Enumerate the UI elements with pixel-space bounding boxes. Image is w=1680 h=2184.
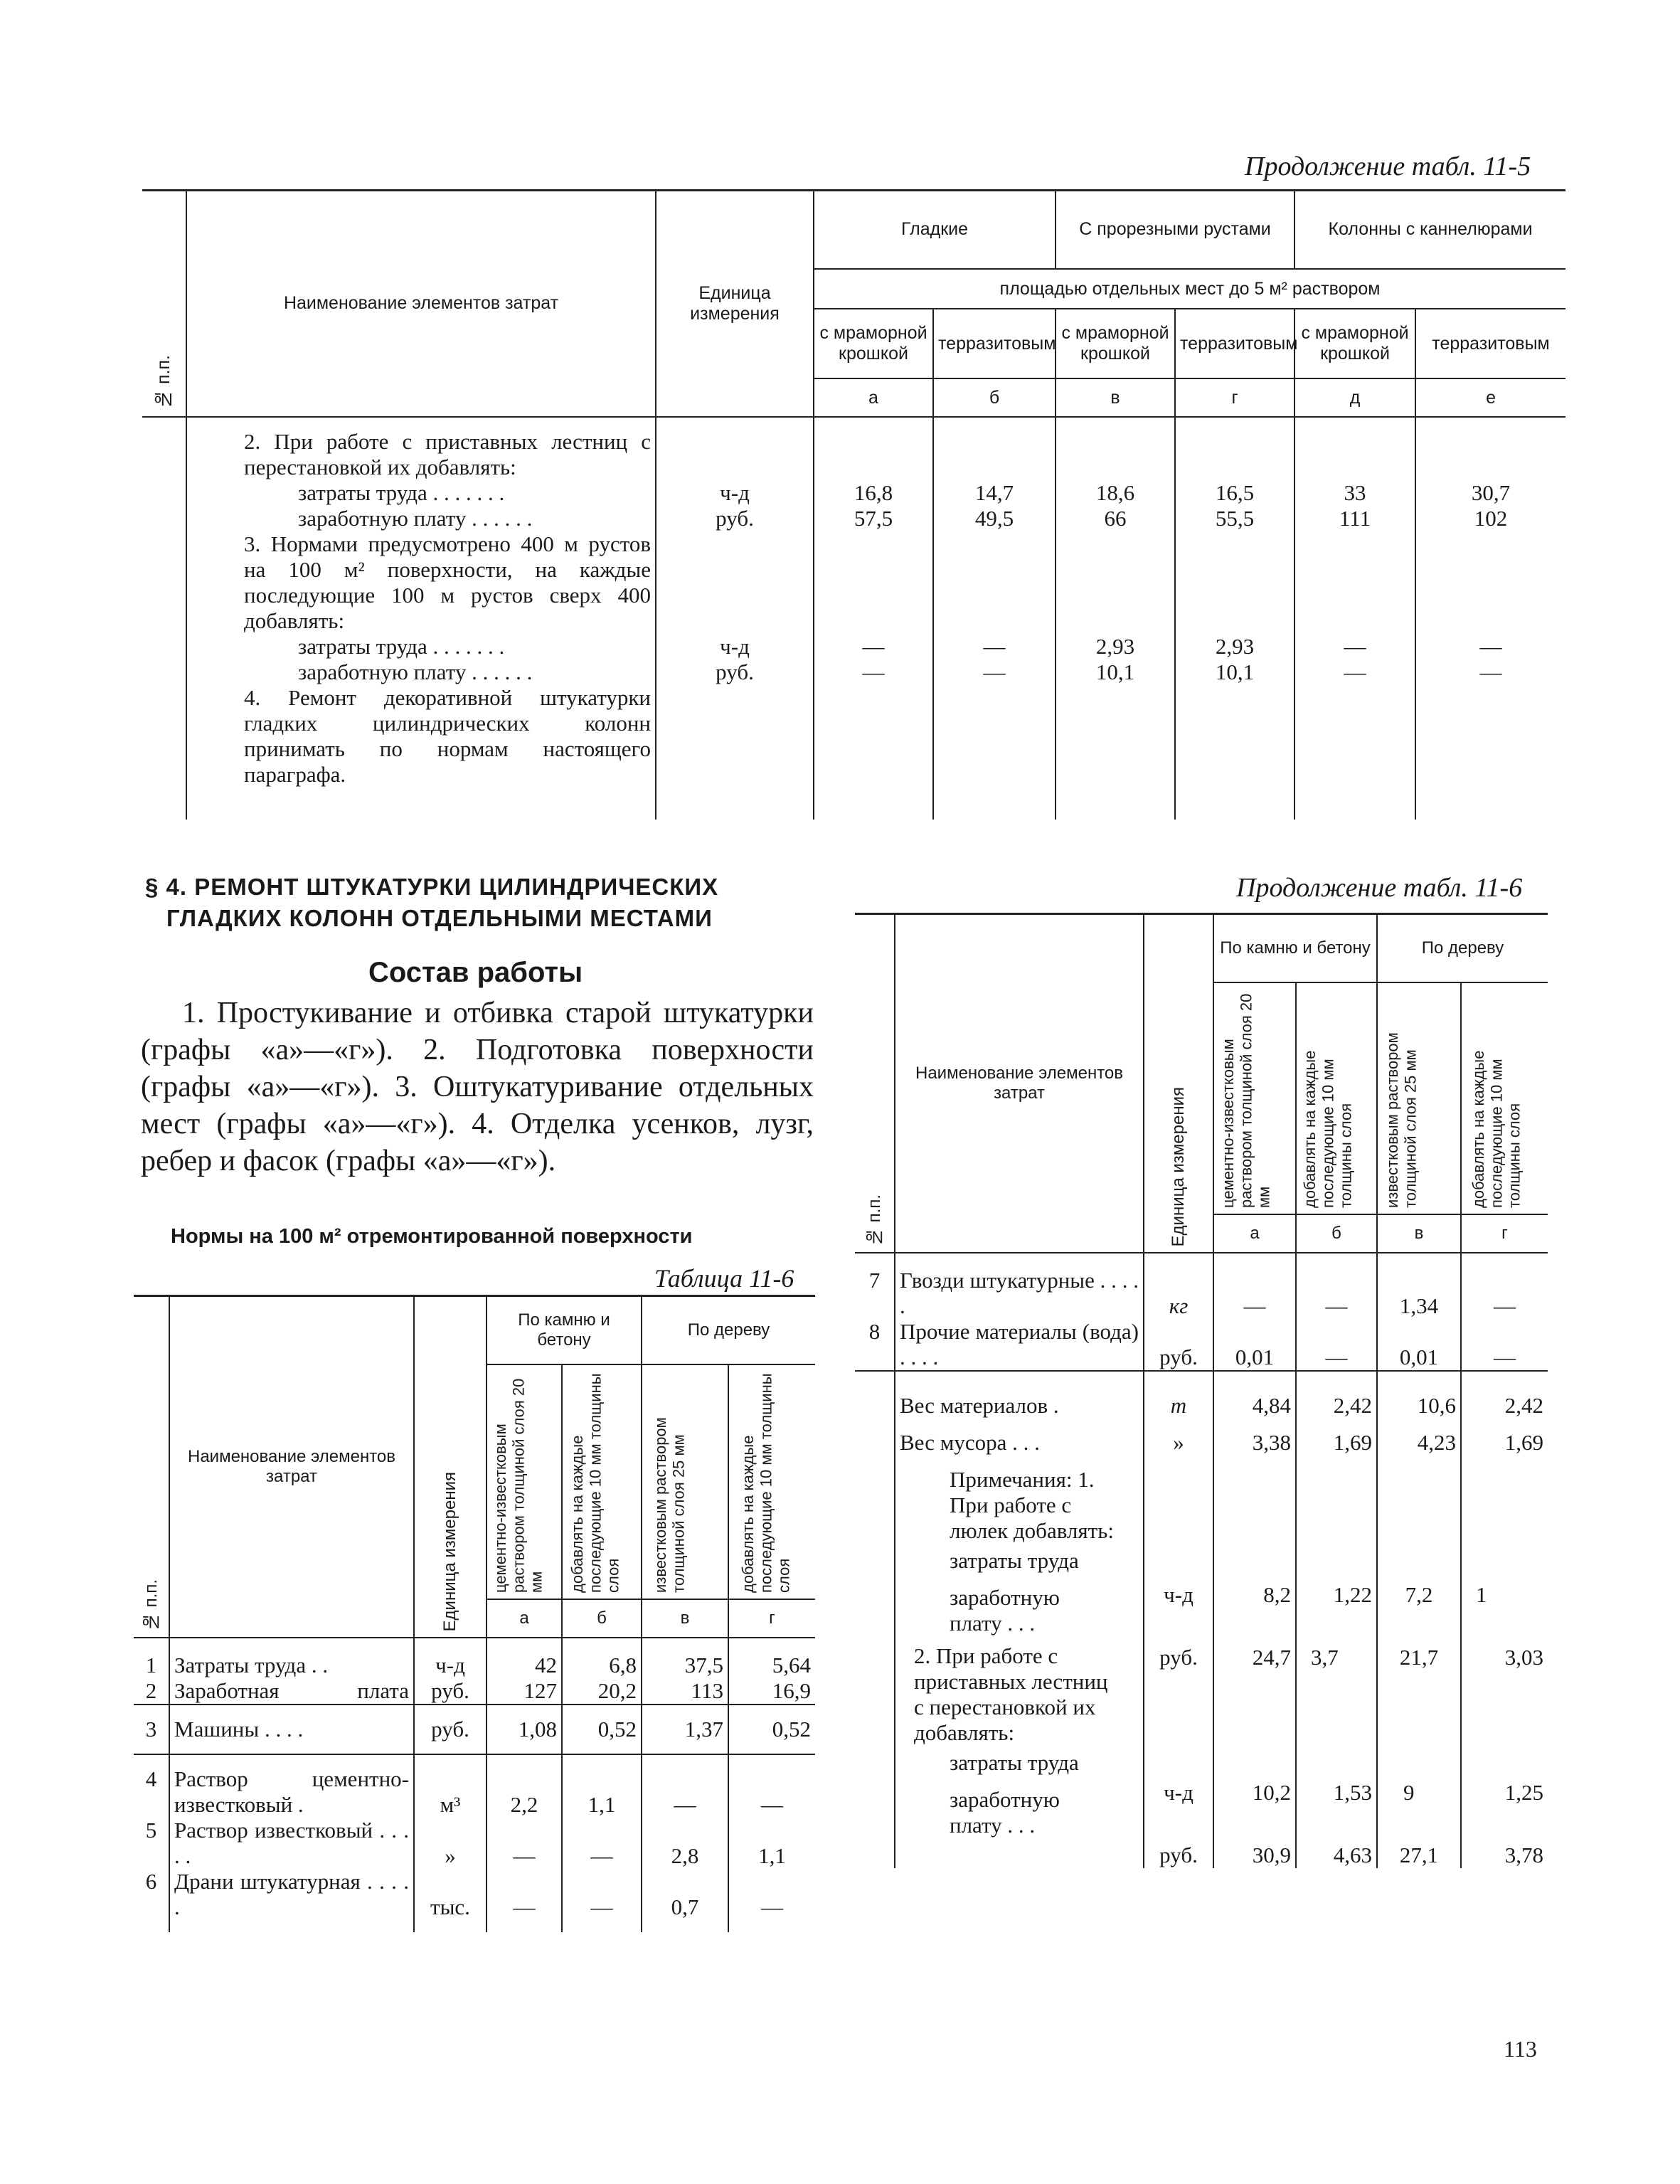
column-header-name: Наименование элементов затрат: [169, 1296, 414, 1638]
value-cell: —: [761, 1792, 783, 1817]
subheader-d: добавлять на каждые последующие 10 мм толщины слоя: [738, 1373, 793, 1593]
value-cell: 10,1: [1095, 659, 1135, 684]
value-cell: —: [983, 634, 1006, 659]
value-cell: 55,5: [1215, 506, 1255, 531]
value-cell: —: [1325, 1345, 1348, 1369]
value-cell: —: [513, 1894, 536, 1919]
labor-label: затраты труда: [950, 1750, 1079, 1775]
value-cell: 1,37: [642, 1705, 728, 1754]
note-2-text: 2. При работе с приставных лестниц с перестановкой их добавлять:: [914, 1643, 1108, 1745]
col-letter: г: [728, 1599, 815, 1638]
value-cell: 0,01: [1399, 1345, 1439, 1369]
value-cell: 2,2: [510, 1792, 538, 1817]
value-cell: 0,52: [728, 1705, 815, 1754]
value-cell: 57,5: [854, 506, 893, 531]
subheader-marble-e: с мраморной крошкой: [1294, 309, 1415, 378]
value-cell: 3,7: [1311, 1645, 1339, 1670]
row-number: 2: [145, 1678, 157, 1703]
subheader-c: известковым раствором толщиной слоя 25 мм: [652, 1417, 688, 1593]
row-unit: ч-д: [435, 1653, 465, 1677]
value-cell: —: [761, 1894, 783, 1919]
unit-cell: ч-д: [720, 634, 750, 659]
value-cell: —: [590, 1843, 613, 1868]
value-cell: 30,9: [1252, 1843, 1291, 1867]
row-unit: м³: [440, 1792, 461, 1817]
value-cell: 4,23: [1417, 1430, 1456, 1455]
value-cell: 2,93: [1215, 634, 1255, 659]
value-cell: —: [1243, 1293, 1266, 1318]
subheader-c: известковым раствором толщиной слоя 25 мм: [1383, 1032, 1420, 1208]
value-cell: 1,1: [588, 1792, 616, 1817]
col-letter: б: [562, 1599, 642, 1638]
row-unit: руб.: [414, 1705, 487, 1754]
row-unit: руб.: [1159, 1645, 1198, 1670]
value-cell: 1,69: [1504, 1430, 1544, 1455]
value-cell: 66: [1104, 506, 1127, 531]
value-cell: 7,2: [1405, 1582, 1433, 1607]
row-name: Заработная плата: [174, 1678, 409, 1703]
value-cell: 2,93: [1095, 634, 1135, 659]
value-cell: —: [1494, 1345, 1516, 1369]
row-unit: руб.: [1159, 1843, 1198, 1867]
value-cell: 4,63: [1333, 1843, 1372, 1867]
value-cell: —: [983, 659, 1006, 684]
value-cell: —: [862, 634, 885, 659]
value-cell: 0,52: [562, 1705, 642, 1754]
labor-label: затраты труда . . . . . . .: [298, 634, 505, 659]
row-unit: тыс.: [430, 1894, 470, 1919]
column-header-name: Наименование элементов затрат: [186, 191, 656, 417]
note-2-text: 2. При работе с приставных лестниц с перестановкой их добавлять:: [244, 429, 651, 479]
value-cell: 1,53: [1333, 1780, 1372, 1805]
col-letter: б: [1296, 1214, 1377, 1253]
note-4-text: 4. Ремонт декоративной штукатурки гладких цилиндрических колонн принимать по нормам настоящего параграфа.: [244, 685, 651, 787]
value-cell: 1,1: [758, 1843, 786, 1868]
value-cell: 1,69: [1333, 1430, 1372, 1455]
column-header-no: № п.п.: [154, 355, 174, 409]
row-name: Раствор цементно-известковый .: [174, 1766, 409, 1817]
subheader-d: добавлять на каждые последующие 10 мм толщины слоя: [1469, 1050, 1524, 1208]
value-cell: 1,08: [487, 1705, 562, 1754]
subheader-b: добавлять на каждые последующие 10 мм толщины слоя: [568, 1373, 622, 1593]
row-unit: руб.: [431, 1678, 469, 1703]
value-cell: 1: [1476, 1582, 1487, 1607]
row-unit: т: [1170, 1393, 1187, 1418]
row-name: Драни штукатурная . . . . .: [174, 1869, 409, 1919]
subheader-terrazzo-b: терразитовым: [933, 309, 1056, 378]
row-unit: ч-д: [1164, 1582, 1193, 1607]
value-cell: 10,1: [1215, 659, 1255, 684]
value-cell: 42: [535, 1653, 557, 1677]
value-cell: 3,38: [1252, 1430, 1291, 1455]
row-name: Прочие материалы (вода) . . . .: [900, 1319, 1139, 1369]
unit-cell: ч-д: [720, 480, 750, 505]
subheader-area: площадью отдельных мест до 5 м² раствором: [814, 269, 1565, 309]
row-name: Машины . . . .: [169, 1705, 414, 1754]
row-name: Затраты труда . .: [174, 1653, 329, 1677]
subheader-terrazzo-f: терразитовым: [1415, 309, 1565, 378]
row-unit: »: [445, 1843, 456, 1868]
group-header-fluted: Колонны с каннелюрами: [1294, 191, 1565, 269]
value-cell: —: [590, 1894, 613, 1919]
labor-label: затраты труда: [950, 1548, 1079, 1573]
value-cell: 0,01: [1235, 1345, 1275, 1369]
value-cell: 16,5: [1215, 480, 1255, 505]
value-cell: 102: [1474, 506, 1508, 531]
material-weight-label: Вес материалов .: [900, 1393, 1059, 1418]
wage-label: заработную плату . . . . . .: [298, 659, 533, 684]
section-heading-line-2: ГЛАДКИХ КОЛОНН ОТДЕЛЬНЫМИ МЕСТАМИ: [166, 905, 713, 931]
value-cell: 111: [1339, 506, 1371, 531]
value-cell: 18,6: [1095, 480, 1135, 505]
row-number: 4: [145, 1766, 157, 1791]
col-letter: а: [1213, 1214, 1296, 1253]
col-letter: д: [1294, 378, 1415, 417]
debris-weight-label: Вес мусора . . .: [900, 1430, 1040, 1455]
col-letter: е: [1415, 378, 1565, 417]
row-unit: кг: [1169, 1293, 1189, 1318]
group-header-smooth: Гладкие: [814, 191, 1056, 269]
subheader-marble-c: с мраморной крошкой: [1056, 309, 1175, 378]
value-cell: —: [1344, 659, 1366, 684]
column-header-unit: Единица измерения: [656, 191, 814, 417]
value-cell: —: [1479, 659, 1502, 684]
norms-caption: Нормы на 100 м² отремонтированной поверхности: [171, 1225, 693, 1248]
value-cell: 33: [1344, 480, 1366, 505]
col-letter: б: [933, 378, 1056, 417]
value-cell: 24,7: [1252, 1645, 1291, 1670]
value-cell: 8,2: [1263, 1582, 1291, 1607]
col-letter: в: [1377, 1214, 1461, 1253]
continuation-label-11-6: Продолжение табл. 11-6: [1236, 873, 1523, 903]
value-cell: —: [1494, 1293, 1516, 1318]
unit-cell: руб.: [716, 659, 754, 684]
group-header-wood: По дереву: [1377, 914, 1548, 982]
column-header-no: № п.п.: [864, 1194, 884, 1246]
work-composition-title: Состав работы: [368, 957, 583, 988]
row-number: 8: [868, 1319, 881, 1344]
subheader-marble-a: с мраморной крошкой: [814, 309, 933, 378]
column-header-name: Наименование элементов затрат: [895, 914, 1144, 1253]
row-number: 5: [145, 1818, 157, 1843]
value-cell: 6,8: [609, 1653, 637, 1677]
col-letter: а: [487, 1599, 562, 1638]
column-header-no: № п.п.: [141, 1579, 161, 1631]
group-header-rusticated: С прорезными рустами: [1056, 191, 1294, 269]
subheader-terrazzo-d: терразитовым: [1175, 309, 1294, 378]
wage-label: заработную плату . . . . . .: [298, 506, 533, 531]
row-unit: ч-д: [1164, 1780, 1193, 1805]
row-number: 1: [145, 1653, 157, 1677]
row-name: Гвозди штукатурные . . . . .: [900, 1268, 1139, 1318]
value-cell: 0,7: [671, 1894, 699, 1919]
value-cell: 4,84: [1252, 1393, 1291, 1418]
group-header-wood: По дереву: [642, 1296, 815, 1364]
value-cell: 1,25: [1504, 1780, 1544, 1805]
value-cell: 113: [691, 1678, 723, 1703]
table-row: [855, 1253, 1548, 1371]
row-name: Раствор известковый . . . . .: [174, 1818, 409, 1868]
subheader-a: цементно-известковым раствором толщиной слоя 20 мм: [491, 1378, 546, 1593]
subheader-b: добавлять на каждые последующие 10 мм толщины слоя: [1301, 1050, 1355, 1208]
value-cell: 16,8: [854, 480, 893, 505]
wage-label: заработную плату . . .: [950, 1585, 1060, 1636]
work-composition-text: 1. Простукивание и отбивка старой штукатурки (графы «а»—«г»). 2. Подготовка поверхности (графы «а»—«г»). 3. Оштукатуривание отдельных мест (графы «а»—«г»). 4. Отделка усенков, лузг, ребер и фасок (графы «а»—«г»).: [141, 997, 814, 1177]
continuation-label-11-5: Продолжение табл. 11-5: [1245, 152, 1531, 181]
value-cell: 3,78: [1504, 1843, 1544, 1867]
value-cell: 21,7: [1399, 1645, 1439, 1670]
column-header-unit: Единица измерения: [1169, 1086, 1189, 1246]
col-letter: а: [814, 378, 933, 417]
section-heading-line-1: § 4. РЕМОНТ ШТУКАТУРКИ ЦИЛИНДРИЧЕСКИХ: [145, 874, 719, 900]
value-cell: 3,03: [1504, 1645, 1544, 1670]
value-cell: 14,7: [974, 480, 1014, 505]
page-number: 113: [1504, 2036, 1537, 2062]
row-number: 3: [134, 1705, 169, 1754]
value-cell: 10,2: [1252, 1780, 1291, 1805]
table-row: [134, 1705, 815, 1754]
table-row: [134, 1754, 815, 1932]
unit-cell: руб.: [716, 506, 754, 531]
column-header-unit: Единица измерения: [440, 1471, 460, 1631]
value-cell: 1,22: [1333, 1582, 1372, 1607]
value-cell: —: [674, 1792, 696, 1817]
row-unit: руб.: [1159, 1345, 1198, 1369]
table-label-11-6: Таблица 11-6: [654, 1264, 794, 1293]
wage-label: заработную плату . . .: [950, 1787, 1060, 1838]
value-cell: 5,64: [772, 1653, 812, 1677]
table-11-6: [134, 1296, 815, 1932]
row-number: 6: [145, 1869, 157, 1894]
group-header-stone: По камню и бетону: [1213, 914, 1377, 982]
value-cell: 27,1: [1399, 1843, 1439, 1867]
value-cell: 9: [1403, 1780, 1415, 1805]
group-header-stone: По камню и бетону: [487, 1296, 642, 1364]
value-cell: —: [1325, 1293, 1348, 1318]
value-cell: 49,5: [974, 506, 1014, 531]
col-letter: в: [642, 1599, 728, 1638]
value-cell: 30,7: [1471, 480, 1511, 505]
value-cell: 2,42: [1333, 1393, 1372, 1418]
value-cell: —: [513, 1843, 536, 1868]
value-cell: —: [1344, 634, 1366, 659]
value-cell: 1,34: [1399, 1293, 1439, 1318]
subheader-a: цементно-известковым раствором толщиной слоя 20 мм: [1219, 993, 1273, 1208]
labor-label: затраты труда . . . . . . .: [298, 480, 505, 505]
table-11-6-continuation: [855, 914, 1548, 1868]
value-cell: 20,2: [597, 1678, 637, 1703]
value-cell: 127: [523, 1678, 557, 1703]
value-cell: 2,42: [1504, 1393, 1544, 1418]
value-cell: 2,8: [671, 1843, 699, 1868]
note-1-text: Примечания: 1. При работе с люлек добавлять:: [950, 1467, 1114, 1543]
row-unit: »: [1173, 1430, 1184, 1455]
value-cell: 16,9: [772, 1678, 812, 1703]
table-11-5-continuation: [142, 191, 1565, 820]
value-cell: —: [1479, 634, 1502, 659]
row-number: 7: [868, 1268, 881, 1293]
col-letter: в: [1056, 378, 1175, 417]
value-cell: 37,5: [684, 1653, 723, 1677]
value-cell: —: [862, 659, 885, 684]
col-letter: г: [1175, 378, 1294, 417]
table-row: [855, 1371, 1548, 1868]
table-row: [134, 1638, 815, 1705]
value-cell: 10,6: [1417, 1393, 1456, 1418]
note-3-text: 3. Нормами предусмотрено 400 м рустов на 100 м² поверхности, на каждые последующие 100 м рустов сверх 400 добавлять:: [244, 531, 651, 633]
col-letter: г: [1461, 1214, 1548, 1253]
